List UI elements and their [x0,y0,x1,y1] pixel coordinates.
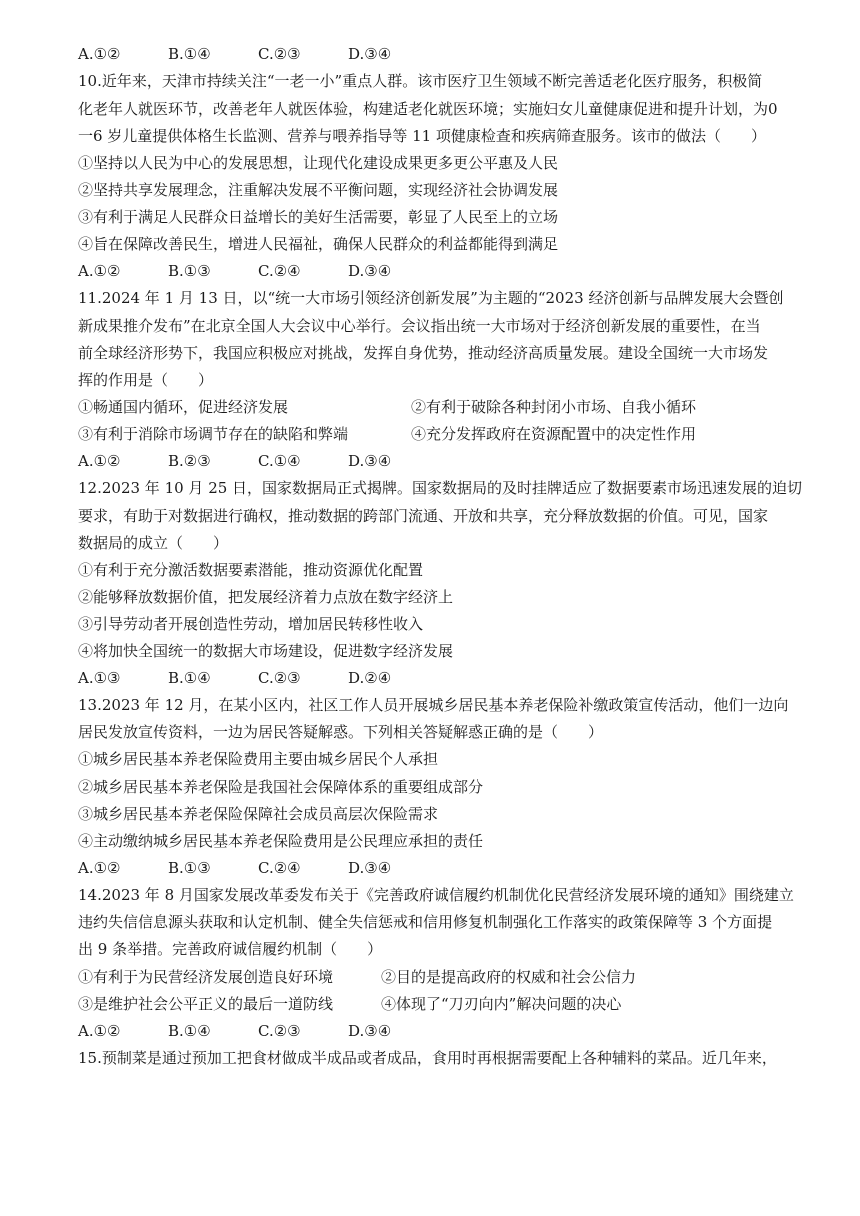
q12-item-3: ③引导劳动者开展创造性劳动，增加居民转移性收入 [78,615,424,633]
q11-stem-line-1: 11.2024 年 1 月 13 日，以“统一大市场引领经济创新发展”为主题的“2023 经济创新与品牌发展大会暨创 [78,289,784,307]
q10-item-4: ④旨在保障改善民生，增进人民福祉，确保人民群众的利益都能得到满足 [78,235,559,253]
option-a: A.①② [78,452,121,470]
option-b: B.①④ [168,45,211,63]
option-b: B.①③ [168,859,211,877]
q14-stem-line-3: 出 9 条举措。完善政府诚信履约机制（ ） [78,940,383,958]
option-a: A.①② [78,1022,121,1040]
option-c: C.②④ [258,262,301,280]
q10-answer-options [78,261,438,281]
q15-stem-line-1: 15.预制菜是通过预加工把食材做成半成品或者成品，食用时再根据需要配上各种辅料的菜品。近几年来， [78,1049,777,1067]
q10-item-2: ②坚持共享发展理念，注重解决发展不平衡问题，实现经济社会协调发展 [78,181,559,199]
q14-items-row-2 [78,994,621,1014]
q10-item-3: ③有利于满足人民群众日益增长的美好生活需要，彰显了人民至上的立场 [78,208,559,226]
q14-answer-options [78,1021,438,1041]
q11-stem-line-3: 前全球经济形势下，我国应积极应对挑战，发挥自身优势，推动经济高质量发展。建设全国统一大市场发 [78,344,769,362]
option-c: C.②③ [258,669,301,687]
q14-stem-line-1: 14.2023 年 8 月国家发展改革委发布关于《完善政府诚信履约机制优化民营经济发展环境的通知》围绕建立 [78,886,794,904]
option-b: B.②③ [168,452,211,470]
q10-stem-line-3: 一6 岁儿童提供体格生长监测、营养与喂养指导等 11 项健康检查和疾病筛查服务。该市的做法（ ） [78,127,766,145]
option-d: D.③④ [348,859,392,877]
q11-item-4: ④充分发挥政府在资源配置中的决定性作用 [411,425,697,443]
option-d: D.③④ [348,45,392,63]
q12-item-1: ①有利于充分激活数据要素潜能，推动资源优化配置 [78,561,424,579]
option-a: A.①② [78,262,121,280]
q13-item-3: ③城乡居民基本养老保险保障社会成员高层次保险需求 [78,805,439,823]
q12-stem-line-1: 12.2023 年 10 月 25 日，国家数据局正式揭牌。国家数据局的及时挂牌适应了数据要素市场迅速发展的迫切 [78,479,803,497]
q13-item-4: ④主动缴纳城乡居民基本养老保险费用是公民理应承担的责任 [78,832,484,850]
q11-stem-line-4: 挥的作用是（ ） [78,371,214,389]
q14-stem-line-2: 违约失信信息源头获取和认定机制、健全失信惩戒和信用修复机制强化工作落实的政策保障等 3 个方面提 [78,913,773,931]
q14-item-2: ②目的是提高政府的权威和社会公信力 [381,968,637,986]
q14-item-1: ①有利于为民营经济发展创造良好环境 [78,968,334,986]
q11-items-row-2 [78,424,696,444]
option-b: B.①③ [168,262,211,280]
q11-stem-line-2: 新成果推介发布”在北京全国人大会议中心举行。会议指出统一大市场对于经济创新发展的重要性，在当 [78,317,761,335]
q10-item-1: ①坚持以人民为中心的发展思想，让现代化建设成果更多更公平惠及人民 [78,154,559,172]
q13-stem-line-1: 13.2023 年 12 月，在某小区内，社区工作人员开展城乡居民基本养老保险补缴政策宣传活动，他们一边向 [78,696,789,714]
option-c: C.①④ [258,452,301,470]
q13-stem-line-2: 居民发放宣传资料，一边为居民答疑解惑。下列相关答疑解惑正确的是（ ） [78,723,604,741]
option-a: A.①③ [78,669,121,687]
q12-stem-line-2: 要求，有助于对数据进行确权，推动数据的跨部门流通、开放和共享，充分释放数据的价值。可见，国家 [78,507,769,525]
q14-item-3: ③是维护社会公平正义的最后一道防线 [78,995,334,1013]
q11-item-1: ①畅通国内循环，促进经济发展 [78,398,289,416]
q12-item-4: ④将加快全国统一的数据大市场建设，促进数字经济发展 [78,642,454,660]
q10-stem-line-2: 化老年人就医环节，改善老年人就医体验，构建适老化就医环境；实施妇女儿童健康促进和提升计划，为0 [78,100,778,118]
q14-items-row-1 [78,967,636,987]
q11-items-row-1 [78,397,696,417]
q13-item-1: ①城乡居民基本养老保险费用主要由城乡居民个人承担 [78,750,439,768]
option-b: B.①④ [168,1022,211,1040]
option-a: A.①② [78,859,121,877]
option-c: C.②③ [258,1022,301,1040]
q13-answer-options [78,858,438,878]
option-a: A.①② [78,45,121,63]
q11-item-3: ③有利于消除市场调节存在的缺陷和弊端 [78,425,349,443]
option-c: C.②④ [258,859,301,877]
q10-stem-line-1: 10.近年来，天津市持续关注“一老一小”重点人群。该市医疗卫生领域不断完善适老化医疗服务，积极简 [78,72,763,90]
q13-item-2: ②城乡居民基本养老保险是我国社会保障体系的重要组成部分 [78,778,484,796]
option-d: D.③④ [348,262,392,280]
q14-item-4: ④体现了“刀刃向内”解决问题的决心 [381,995,622,1013]
option-c: C.②③ [258,45,301,63]
q11-answer-options [78,451,438,471]
q12-stem-line-3: 数据局的成立（ ） [78,534,229,552]
option-b: B.①④ [168,669,211,687]
prev-answer-options [78,44,438,64]
option-d: D.③④ [348,1022,392,1040]
q11-item-2: ②有利于破除各种封闭小市场、自我小循环 [411,398,697,416]
option-d: D.②④ [348,669,392,687]
option-d: D.③④ [348,452,392,470]
q12-answer-options [78,668,438,688]
q12-item-2: ②能够释放数据价值，把发展经济着力点放在数字经济上 [78,588,454,606]
